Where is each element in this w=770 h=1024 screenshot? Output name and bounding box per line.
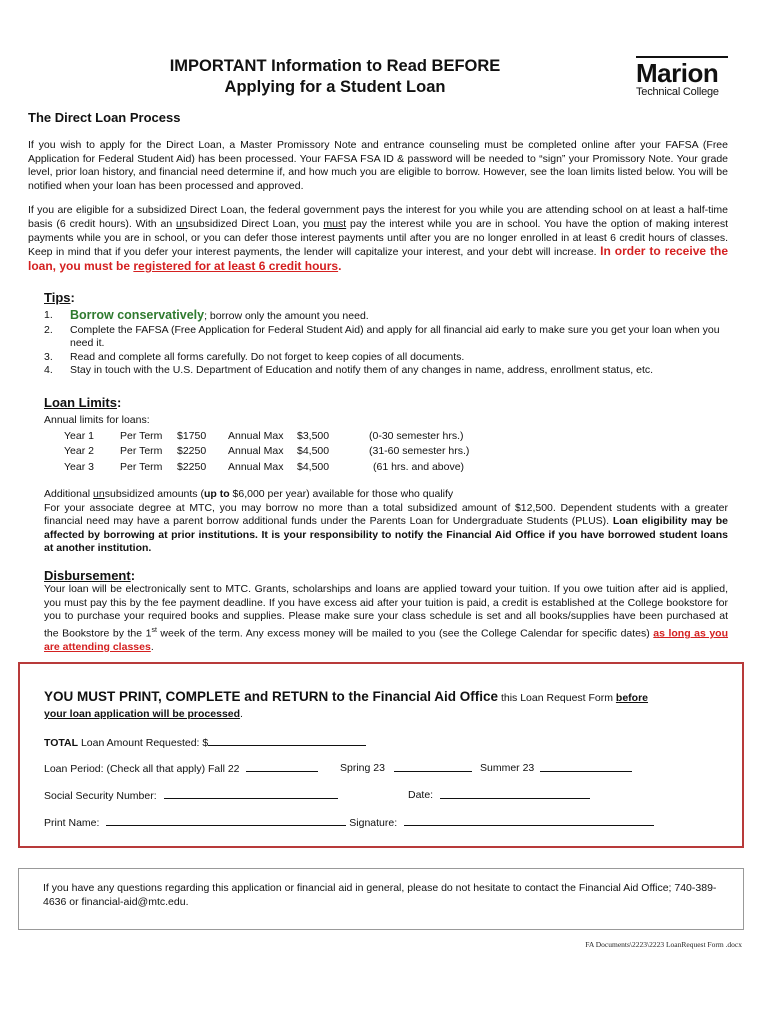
p2-must: must — [323, 217, 347, 230]
limit-annual-amount: $3,500 — [297, 429, 330, 442]
limit-hours-range: (31-60 semester hrs.) — [369, 445, 470, 457]
limit-annual-amount: $4,500 — [297, 460, 330, 473]
tip-text: Complete the FAFSA (Free Application for Federal Student Aid) and apply for all financial aid early to make sure you get your loan when you need it. — [70, 323, 720, 350]
loan-period-label: Loan Period: (Check all that apply) Fall 22 — [44, 763, 240, 775]
loan-request-form — [18, 662, 744, 848]
unsub-text-a: Additional — [44, 488, 94, 500]
college-logo — [636, 56, 728, 98]
form-line2-text: your loan application will be processed — [44, 708, 241, 720]
date-field[interactable] — [440, 789, 590, 799]
limit-hours-range: (61 hrs. and above) — [373, 460, 465, 473]
total-amount-field[interactable] — [208, 736, 366, 746]
loan-period-row — [44, 762, 734, 775]
document-path-footer: FA Documents\2223\2223 LoanRequest Form .docx — [585, 940, 742, 949]
disbursement-end: . — [150, 640, 154, 653]
limit-hours-range: (0-30 semester hrs.) — [369, 429, 464, 442]
limit-term-label: Per Term — [120, 429, 163, 442]
disbursement-sup: st — [151, 626, 157, 634]
p2-text-b: subsidized Direct Loan, you — [187, 217, 324, 230]
limit-annual-label: Annual Max — [228, 460, 284, 473]
limit-term-label: Per Term — [120, 460, 163, 473]
disbursement-colon: : — [130, 568, 136, 583]
ssn-label: Social Security Number: — [44, 790, 157, 802]
print-name-label: Print Name: — [44, 817, 100, 829]
tip-item — [44, 309, 728, 324]
credit-requirement-text: In order to receive the loan, you must be — [28, 244, 728, 273]
limit-term-amount: $2250 — [177, 445, 207, 457]
credit-requirement-hours: registered for at least 6 credit hours — [133, 258, 339, 273]
loan-limits-heading-text: Loan Limits — [44, 395, 117, 410]
credit-requirement-end: . — [338, 258, 342, 273]
loan-limit-row — [44, 460, 728, 476]
unsub-text-b: subsidized amounts ( — [104, 488, 204, 500]
limit-annual-label: Annual Max — [228, 445, 284, 457]
logo-name: Marion — [636, 58, 719, 88]
logo-subtitle: Technical College — [636, 86, 719, 98]
tips-heading-text: Tips — [44, 290, 71, 305]
summer-label: Summer 23 — [480, 762, 535, 774]
tips-list — [44, 309, 728, 378]
disbursement-text-a: Your loan will be electronically sent to MTC. Grants, scholarships and loans are applied toward your tuition. If you owe tuition after aid is applied, you must pay this by the fee payment deadline. If you have excess aid after your tuition is paid, a credit is established at the College bookstore for you to purchase your required books and supplies. Please make sure your class schedule is set and all books/supplies have been purchased at the Bookstore by the 1 — [44, 583, 728, 640]
attendance-requirement: as long as you are attending classes — [44, 627, 729, 653]
direct-loan-section — [28, 139, 728, 274]
summer-checkbox-field[interactable] — [540, 762, 632, 772]
disbursement-section — [44, 583, 728, 654]
tip-number: 2. — [44, 323, 53, 336]
signature-label: Signature: — [349, 817, 398, 829]
tips-heading — [44, 290, 75, 305]
associate-text: For your associate degree at MTC, you may borrow no more than a total subsidized amount of $12,500. Dependent students with a greater financial need may have a parent borrow additional funds under the Parents Loan for Undergraduate Students (PLUS). — [44, 501, 728, 528]
limit-term-amount: $2250 — [177, 460, 207, 473]
limit-year: Year 1 — [64, 429, 94, 442]
date-label: Date: — [408, 789, 434, 801]
tip-number: 3. — [44, 350, 53, 363]
tip-item — [44, 324, 728, 351]
tip-text: Stay in touch with the U.S. Department of Education and notify them of any changes in name, address, enrollment status, etc. — [70, 364, 654, 377]
p2-un: un — [176, 217, 188, 230]
name-signature-row — [44, 816, 734, 829]
tip-text: Read and complete all forms carefully. Do not forget to keep copies of all documents. — [70, 350, 465, 363]
disbursement-heading-text: Disbursement — [44, 568, 131, 583]
loan-limits-heading — [44, 395, 121, 410]
ssn-field[interactable] — [164, 789, 338, 799]
associate-degree-note — [44, 502, 728, 556]
loan-limits-intro: Annual limits for loans: — [44, 414, 150, 426]
limit-term-label: Per Term — [120, 445, 163, 457]
tip-item — [44, 364, 728, 378]
eligibility-warning: Loan eligibility may be affected by borrowing at prior institutions. It is your responsibility to notify the Financial Aid Office if you have borrowed student loans at another institution. — [44, 515, 728, 555]
questions-text: If you have any questions regarding this application or financial aid in general, please do not hesitate to contact the Financial Aid Office; 740-389-4636 or financial-aid@mtc.edu. — [43, 882, 717, 908]
form-before: before — [615, 692, 649, 704]
form-headline — [44, 688, 728, 707]
signature-field[interactable] — [404, 816, 654, 826]
unsubsidized-note — [44, 488, 728, 502]
form-line2-end: . — [240, 708, 243, 720]
limit-annual-amount: $4,500 — [297, 445, 330, 457]
tip-highlight: Borrow conservatively — [70, 308, 205, 322]
tip-number: 1. — [44, 309, 53, 321]
spring-checkbox-field[interactable] — [394, 762, 472, 772]
loan-limits-table — [44, 413, 728, 475]
limit-annual-label: Annual Max — [228, 429, 284, 442]
print-name-field[interactable] — [106, 816, 346, 826]
limit-year: Year 2 — [64, 445, 94, 457]
disbursement-paragraph — [44, 583, 728, 654]
page-title — [110, 56, 560, 98]
p2-text-a: If you are eligible for a subsidized Direct Loan, the federal government pays the interest for you while you are attending school on at least a half-time basis (6 credit hours). With an — [28, 204, 728, 230]
unsub-text-c: $6,000 per year) available for those who qualify — [229, 488, 454, 500]
disbursement-heading — [44, 568, 135, 583]
total-amount-row — [44, 736, 366, 749]
form-instructions — [44, 688, 728, 721]
ssn-date-row — [44, 789, 734, 802]
direct-loan-heading: The Direct Loan Process — [28, 110, 181, 125]
p2-text-c: pay the interest while you are in school. You have the option of making interest payments while you are in school, or you can defer those interest payments until after you are no longer enrolled in at least 6 credit hours of classes. Keep in mind that if you defer your interest payments, the lender will capitalize your interest, and your debt will increase. — [28, 217, 728, 259]
form-headline-bold: YOU MUST PRINT, COMPLETE and RETURN to the Financial Aid Office — [44, 689, 499, 704]
form-headline-tail: this Loan Request Form — [498, 692, 616, 704]
total-label-bold: TOTAL — [44, 737, 79, 749]
direct-loan-paragraph-2 — [28, 204, 728, 274]
title-line-2: Applying for a Student Loan — [224, 78, 446, 96]
limit-year: Year 3 — [64, 460, 94, 473]
loan-limit-row — [44, 429, 728, 445]
tip-number: 4. — [44, 364, 53, 377]
loan-limit-row — [44, 444, 728, 460]
total-label: Loan Amount Requested: $ — [78, 737, 209, 749]
tip-text: ; borrow only the amount you need. — [204, 310, 369, 322]
questions-box — [18, 868, 744, 930]
unsub-up-to: up to — [203, 488, 230, 500]
unsub-un: un — [93, 488, 105, 500]
loan-limits-colon: : — [116, 395, 122, 410]
tip-item — [44, 351, 728, 365]
disbursement-text-b: week of the term. Any excess money will be mailed to you (see the College Calendar for specific dates) — [156, 627, 654, 640]
limit-term-amount: $1750 — [177, 429, 207, 442]
fall-checkbox-field[interactable] — [246, 762, 318, 772]
loan-limits-notes — [44, 488, 728, 556]
title-line-1: IMPORTANT Information to Read BEFORE — [169, 57, 501, 75]
form-headline-line2 — [44, 707, 728, 721]
tips-heading-colon: : — [70, 290, 75, 305]
direct-loan-paragraph-1: If you wish to apply for the Direct Loan, a Master Promissory Note and entrance counseling must be completed online after your FAFSA (Free Application for Federal Student Aid) has been processed. Your FAFSA FSA ID & password will be needed to “sign” your Promissory Note. Your grade level, prior loan history, and financial need determine if, and how much you are eligible to borrow. However, see the loan limits listed below. You will be notified when your loan has been processed and approved. — [28, 139, 728, 192]
spring-label: Spring 23 — [340, 762, 385, 774]
